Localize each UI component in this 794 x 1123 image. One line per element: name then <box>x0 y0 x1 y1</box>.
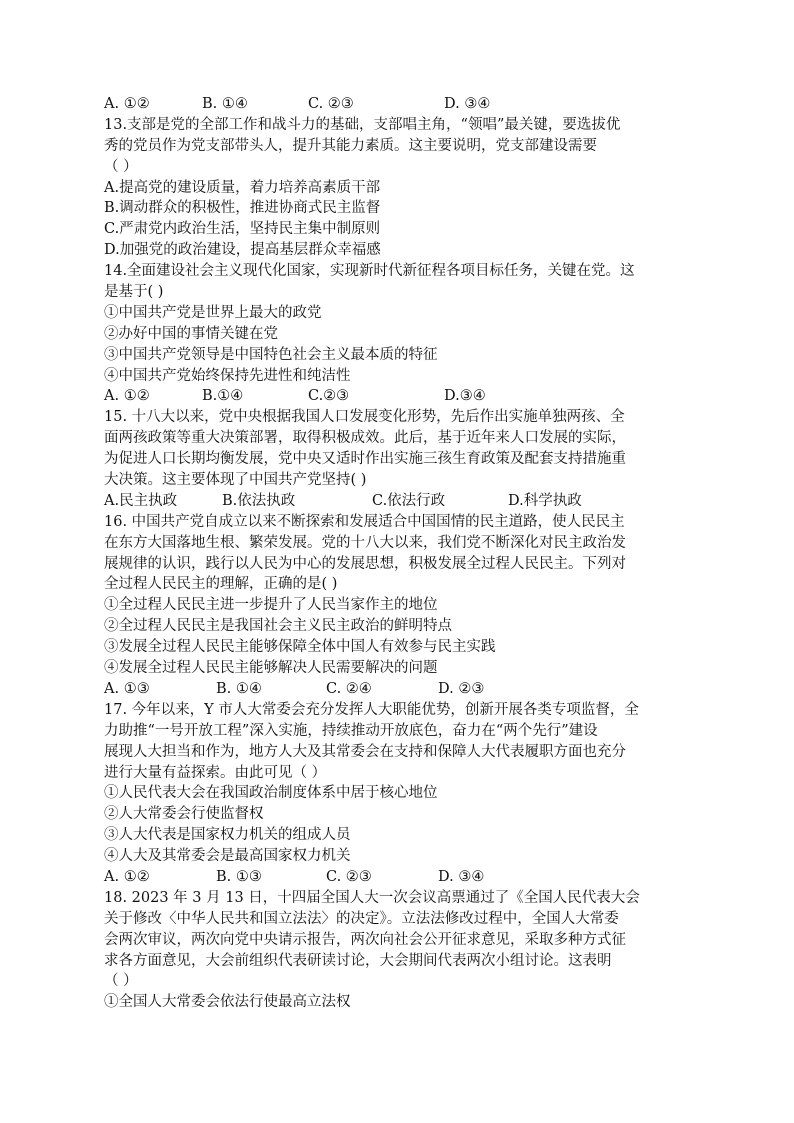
question-text: 17. 今年以来，Y 市人大常委会充分发挥人大职能优势，创新开展各类专项监督，全 <box>104 701 639 718</box>
statement: ②办好中国的事情关键在党 <box>104 325 278 342</box>
question-text: 关于修改〈中华人民共和国立法法〉的决定》。立法法修改过程中，全国人大常委 <box>104 910 619 927</box>
statement: ①全过程人民民主进一步提升了人民当家作主的地位 <box>104 597 438 614</box>
question-text: 大决策。这主要体现了中国共产党坚持( ) <box>104 472 367 489</box>
statement: ②人大常委会行使监督权 <box>104 806 264 823</box>
option-c: C. ②③ <box>326 868 372 885</box>
q12-options <box>104 94 704 115</box>
exam-page <box>104 94 704 1013</box>
option-d: D. ③④ <box>438 868 485 885</box>
question-text: 秀的党员作为党支部带头人，提升其能力素质。这主要说明，党支部建设需要 <box>104 137 597 154</box>
question-text: 力助推“一号开放工程”深入实施，持续推动开放底色，奋力在“两个先行”建设 <box>104 722 598 739</box>
question-13 <box>104 115 704 261</box>
question-text: 14.全面建设社会主义现代化国家，实现新时代新征程各项目标任务，关键在党。这 <box>104 263 635 280</box>
option-c: C.严肃党内政治生活，坚持民主集中制原则 <box>104 221 381 238</box>
question-text: 为促进人口长期均衡发展，党中央又适时作出实施三孩生育政策及配套支持措施重 <box>104 451 626 468</box>
question-text: 展现人大担当和作为，地方人大及其常委会在支持和保障人大代表履职方面也充分 <box>104 743 626 760</box>
statement: ②全过程人民民主是我国社会主义民主政治的鲜明特点 <box>104 618 452 635</box>
statement: ①全国人大常委会依法行使最高立法权 <box>104 994 351 1011</box>
question-17 <box>104 700 704 888</box>
option-d: D. ②③ <box>438 680 485 697</box>
option-a: A.民主执政 <box>104 492 178 509</box>
option-a: A. ①② <box>104 388 150 405</box>
statement: ①人民代表大会在我国政治制度体系中居于核心地位 <box>104 785 438 802</box>
question-text: 在东方大国落地生根、繁荣发展。党的十八大以来，我们党不断深化对民主政治发 <box>104 534 626 551</box>
statement: ①中国共产党是世界上最大的政党 <box>104 304 322 321</box>
option-c: C. ②④ <box>326 680 372 697</box>
question-text: 18. 2023 年 3 月 13 日，十四届全国人大一次会议高票通过了《全国人民代表大会 <box>104 889 640 906</box>
option-a: A. ①② <box>104 868 150 885</box>
option-b: B.调动群众的积极性，推进协商式民主监督 <box>104 200 381 217</box>
question-18 <box>104 888 704 1013</box>
question-text: 是基于( ) <box>104 284 164 301</box>
question-text: 全过程人民民主的理解，正确的是( ) <box>104 576 338 593</box>
question-text: 进行大量有益探索。由此可见（ ） <box>104 764 327 781</box>
q17-options <box>104 867 704 888</box>
question-text: 面两孩政策等重大决策部署，取得积极成效。此后，基于近年来人口发展的实际， <box>104 430 626 447</box>
option-d: D.加强党的政治建设，提高基层群众幸福感 <box>104 242 381 259</box>
q15-options <box>104 491 704 512</box>
statement: ④发展全过程人民民主能够解决人民需要解决的问题 <box>104 660 438 677</box>
option-a: A.提高党的建设质量，着力培养高素质干部 <box>104 179 381 196</box>
option-b: B. ①③ <box>216 868 262 885</box>
question-text: 15. 十八大以来，党中央根据我国人口发展变化形势，先后作出实施单独两孩、全 <box>104 409 625 426</box>
question-text: 会两次审议，两次向党中央请示报告，两次向社会公开征求意见，采取多种方式征 <box>104 931 626 948</box>
question-text: 16. 中国共产党自成立以来不断探索和发展适合中国国情的民主道路，使人民民主 <box>104 513 625 530</box>
question-15 <box>104 407 704 511</box>
answer-blank: （ ） <box>104 158 138 175</box>
option-d: D. ③④ <box>444 96 491 112</box>
answer-blank: （ ） <box>104 973 138 990</box>
q14-options <box>104 386 704 407</box>
q16-options <box>104 679 704 700</box>
option-b: B. ①④ <box>216 680 262 697</box>
option-c: C.②③ <box>308 388 350 405</box>
option-c: C. ②③ <box>308 96 354 112</box>
question-16 <box>104 512 704 700</box>
question-text: 求各方面意见，大会前组织代表研读讨论，大会期间代表两次小组讨论。这表明 <box>104 952 612 969</box>
question-text: 展规律的认识，践行以人民为中心的发展思想，积极发展全过程人民民主。下列对 <box>104 555 626 572</box>
statement: ③中国共产党领导是中国特色社会主义最本质的特征 <box>104 346 438 363</box>
option-d: D.科学执政 <box>508 492 582 509</box>
question-14 <box>104 261 704 407</box>
statement: ③发展全过程人民民主能够保障全体中国人有效参与民主实践 <box>104 639 496 656</box>
option-b: B.依法执政 <box>222 492 296 509</box>
statement: ③人大代表是国家权力机关的组成人员 <box>104 827 351 844</box>
question-text: 13.支部是党的全部工作和战斗力的基础，支部唱主角，“领唱”最关键，要选拔优 <box>104 116 621 133</box>
option-a: A. ①② <box>104 96 150 112</box>
option-c: C.依法行政 <box>372 492 446 509</box>
option-d: D.③④ <box>444 388 486 405</box>
option-b: B. ①④ <box>202 96 248 112</box>
option-b: B.①④ <box>202 388 244 405</box>
statement: ④人大及其常委会是最高国家权力机关 <box>104 848 351 865</box>
statement: ④中国共产党始终保持先进性和纯洁性 <box>104 367 351 384</box>
option-a: A. ①③ <box>104 680 150 697</box>
